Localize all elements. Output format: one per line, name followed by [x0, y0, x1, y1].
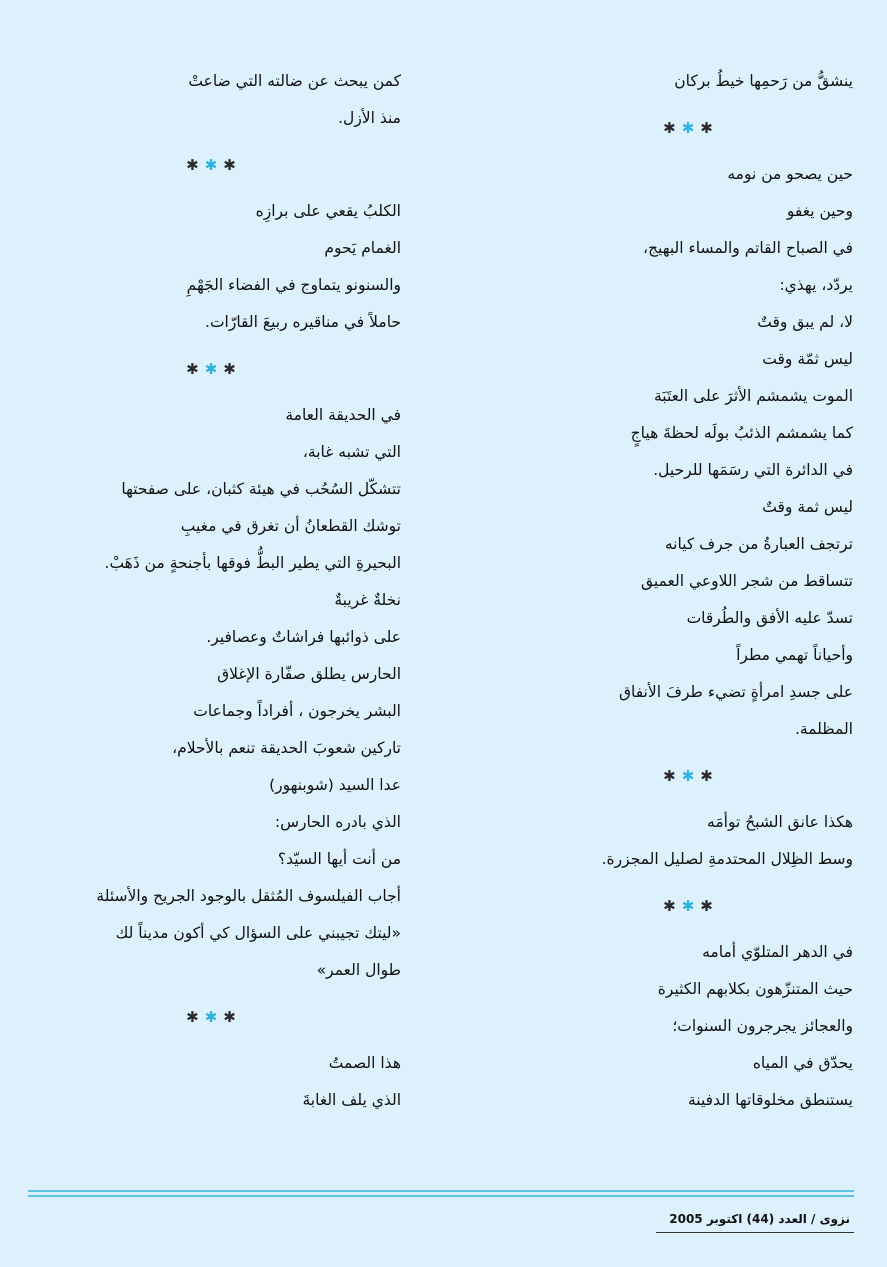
- poem-line: في الصباح القاتم والمساء البهيج،: [643, 239, 853, 257]
- stanza-separator: [523, 878, 853, 934]
- poem-line: والعجائز يجرجرون السنوات؛: [672, 1017, 853, 1035]
- poem-line: ليس ثمة وقتٌ: [762, 498, 853, 516]
- asterisk-icon: ✱: [700, 767, 713, 785]
- footer-underline: [656, 1232, 854, 1233]
- poem-line: كما يشمشم الذئبُ بولَه لحظةَ هياجٍ: [630, 424, 853, 442]
- poem-line: وسط الظِلال المحتدمةِ لصليل المجزرة.: [601, 850, 853, 868]
- poem-line: حين يصحو من نومه: [727, 165, 853, 183]
- poem-line: أجاب الفيلسوف المُثقل بالوجود الجريح والأسئلة: [96, 887, 401, 905]
- poem-line: الذي يلف الغابةَ: [302, 1091, 401, 1109]
- poem-line: حاملاً في مناقيره ربيعَ القارّات.: [205, 313, 401, 331]
- poem-line: المظلمة.: [794, 720, 853, 738]
- poem-line: وأحياناً تهمي مطراً: [736, 646, 853, 664]
- asterisk-icon: ✱: [186, 156, 199, 174]
- poem-line: والسنونو يتماوج في الفضاء الجَهْمِ: [186, 276, 401, 294]
- poem-line: في الدهر المتلوّي أمامه: [702, 943, 853, 961]
- poem-line: منذ الأزل.: [338, 109, 401, 127]
- stanza-separator: [21, 989, 401, 1045]
- poem-line: كمن يبحث عن ضالته التي ضاعتْ: [188, 72, 401, 90]
- asterisk-icon: ✱: [700, 119, 713, 137]
- poem-line: طوال العمر»: [316, 961, 401, 979]
- asterisk-icon: ✱: [186, 360, 199, 378]
- asterisk-icon: ✱: [223, 1008, 236, 1026]
- asterisk-icon: ✱: [681, 767, 695, 785]
- asterisk-icon: ✱: [204, 1008, 218, 1026]
- poem-line: في الدائرة التي رسَمَها للرحيل.: [653, 461, 853, 479]
- poem-line: من أنت أيها السيّد؟: [277, 850, 401, 868]
- poem-line: ترتجف العبارةُ من جرف كيانه: [664, 535, 853, 553]
- poem-line: توشك القطعانُ أن تغرق في مغيبِ: [180, 517, 401, 535]
- asterisk-icon: ✱: [223, 360, 236, 378]
- asterisk-icon: ✱: [663, 119, 676, 137]
- asterisk-icon: ✱: [204, 156, 218, 174]
- poem-line: يستنطق مخلوقاتها الدفينة: [688, 1091, 853, 1109]
- poem-line: ليس ثمّة وقت: [762, 350, 853, 368]
- asterisk-icon: ✱: [681, 897, 695, 915]
- poem-line: هكذا عانق الشبحُ توأمَه: [707, 813, 853, 831]
- footer-issue-info: نزوى / العدد (44) اكتوبر 2005: [669, 1212, 850, 1226]
- asterisk-icon: ✱: [700, 897, 713, 915]
- poem-line: التي تشبه غابة،: [302, 443, 401, 461]
- poem-line: نخلةٌ غريبةٌ: [334, 591, 401, 609]
- poem-line: تتساقط من شجر اللاوعي العميق: [640, 572, 853, 590]
- asterisk-icon: ✱: [204, 360, 218, 378]
- stanza-separator: [21, 137, 401, 193]
- poem-line: على ذوائبها فراشاتٌ وعصافير.: [206, 628, 401, 646]
- poem-line: وحين يغفو: [786, 202, 853, 220]
- poem-line: الذي بادره الحارس:: [274, 813, 401, 831]
- poem-line: ينشقُّ من رَحمِها خيطُ بركان: [674, 72, 853, 90]
- poem-line: لا، لم يبق وقتٌ: [757, 313, 853, 331]
- left-column: [21, 63, 401, 1119]
- poem-line: الحارس يطلق صفّارة الإغلاق: [217, 665, 401, 683]
- stanza-separator: [523, 748, 853, 804]
- stanza-separator: [21, 341, 401, 397]
- poem-line: «ليتك تجيبني على السؤال كي أكون مديناً لك: [115, 924, 401, 942]
- poem-line: في الحديقة العامة: [285, 406, 401, 424]
- stanza-separator: [523, 100, 853, 156]
- right-column: [523, 63, 853, 1119]
- poem-line: على جسدِ امرأةٍ تضيء طرفَ الأنفاق: [618, 683, 853, 701]
- poem-line: البحيرةِ التي يطير البطُّ فوقها بأجنحةٍ من ذَهَبْ.: [104, 554, 401, 572]
- poem-line: يحدّق في المياه: [752, 1054, 853, 1072]
- asterisk-icon: ✱: [663, 897, 676, 915]
- poem-line: تسدّ عليه الأفق والطُرقات: [686, 609, 853, 627]
- asterisk-icon: ✱: [223, 156, 236, 174]
- poem-line: عدا السيد (شوبنهور): [269, 776, 401, 794]
- poem-line: تتشكّل السُحُب في هيئة كثبان، على صفحتها: [121, 480, 401, 498]
- poem-line: هذا الصمتُ: [328, 1054, 401, 1072]
- asterisk-icon: ✱: [186, 1008, 199, 1026]
- poem-line: يردّد، يهذي:: [779, 276, 853, 294]
- asterisk-icon: ✱: [681, 119, 695, 137]
- poem-line: حيث المتنزّهون بكلابهم الكثيرة: [657, 980, 853, 998]
- footer-rule-bottom: [28, 1195, 854, 1197]
- asterisk-icon: ✱: [663, 767, 676, 785]
- poem-line: الموت يشمشم الأثرَ على العتَبَة: [653, 387, 853, 405]
- footer-rule-top: [28, 1190, 854, 1192]
- poem-line: الكلبُ يقعي على برازِه: [255, 202, 401, 220]
- poem-line: تاركين شعوبَ الحديقة تنعم بالأحلام،: [172, 739, 401, 757]
- poem-line: البشر يخرجون ، أفراداً وجماعات: [193, 702, 401, 720]
- poem-line: الغمام يَحوم: [324, 239, 401, 257]
